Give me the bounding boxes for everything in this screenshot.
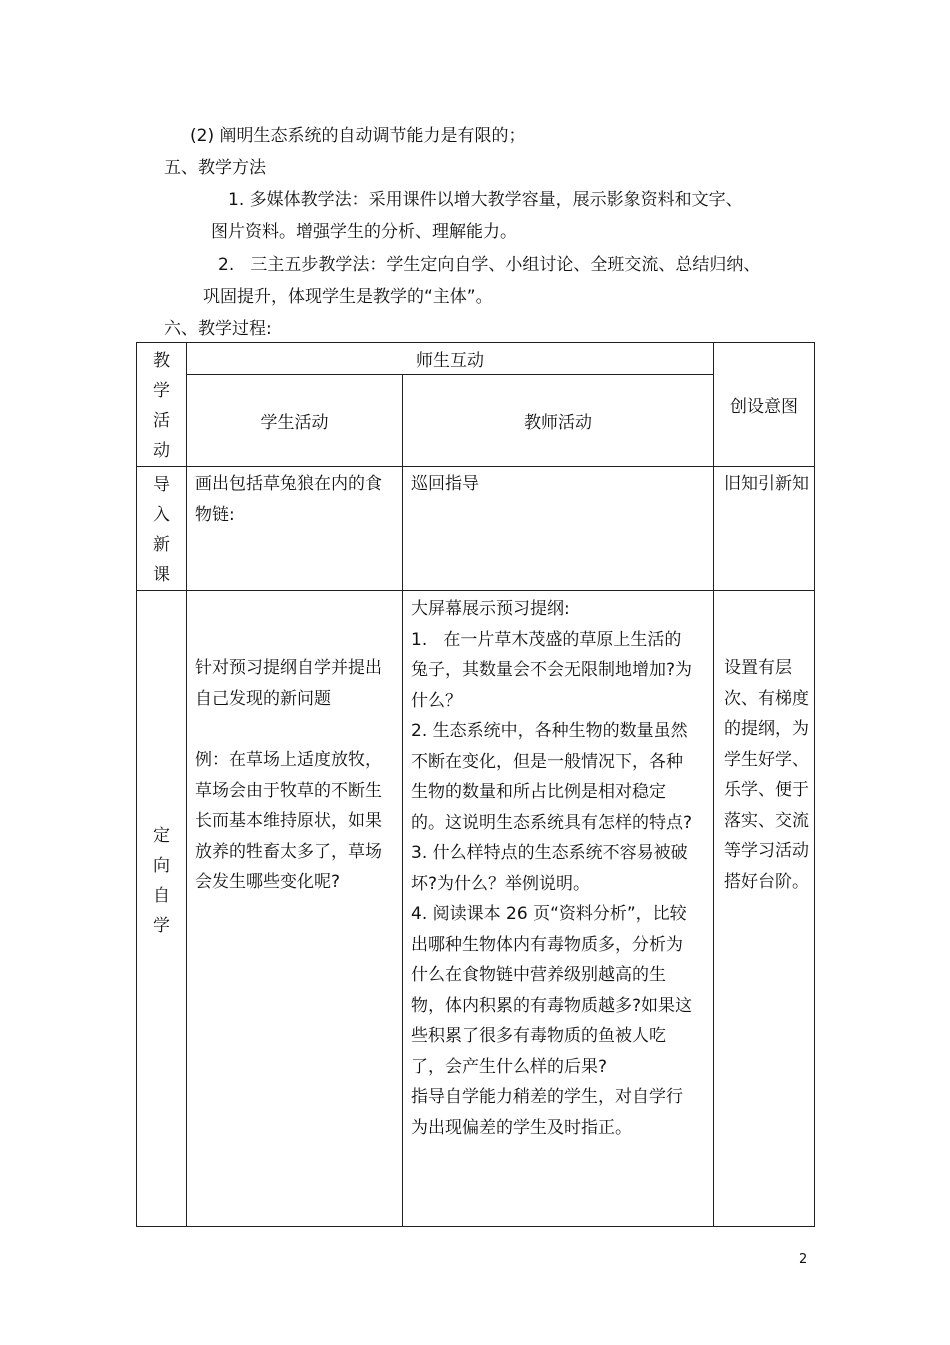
method-2-line-1: 2. 三主五步教学法：学生定向自学、小组讨论、全班交流、总结归纳、 bbox=[218, 255, 761, 275]
row-intro-activity: 导入新课 bbox=[137, 467, 187, 591]
page-number: 2 bbox=[799, 1252, 808, 1267]
header-student-activity: 学生活动 bbox=[187, 374, 403, 467]
teaching-process-table bbox=[136, 342, 815, 1227]
method-1-line-1: 1. 多媒体教学法：采用课件以增大教学容量，展示影象资料和文字、 bbox=[228, 190, 743, 210]
header-interaction: 师生互动 bbox=[187, 343, 714, 375]
row-intro-teacher: 巡回指导 bbox=[403, 467, 714, 591]
row-self-study-activity: 定向自学 bbox=[137, 591, 187, 1227]
row-intro-intent: 旧知引新知 bbox=[714, 467, 815, 591]
row-self-study-student: 针对预习提纲自学并提出自己发现的新问题 例：在草场上适度放牧，草场会由于牧草的不断生长而基本维持原状，如果放养的牲畜太多了，草场会发生哪些变化呢? bbox=[187, 591, 403, 1227]
method-1-line-2: 图片资料。增强学生的分析、理解能力。 bbox=[211, 222, 517, 242]
section-6-title: 六、教学过程: bbox=[164, 319, 272, 339]
row-self-study-intent: 设置有层次、有梯度的提纲，为学生好学、乐学、便于落实、交流等学习活动搭好台阶。 bbox=[714, 591, 815, 1227]
section-5-title: 五、教学方法 bbox=[164, 158, 266, 178]
row-intro-student: 画出包括草兔狼在内的食物链: bbox=[187, 467, 403, 591]
header-teaching-activity: 教学活动 bbox=[137, 343, 187, 467]
goal-2-line: (2) 阐明生态系统的自动调节能力是有限的； bbox=[190, 126, 526, 146]
row-self-study-teacher: 大屏幕展示预习提纲: 1. 在一片草木茂盛的草原上生活的兔子，其数量会不会无限制地增加?为什么？ 2. 生态系统中，各种生物的数量虽然不断在变化，但是一般情况下，各种生物的数量和所占比例是相对稳定的。这说明生态系统具有怎样的特点? 3. 什么样特点的生态系统不容易被破坏?为什么？举例说明。 4. 阅读课本 26 页“资料分析”，比较出哪种生物体内有毒物质多，分析为什么在食物链中营养级别越高的生物，体内积累的有毒物质越多?如果这些积累了很多有毒物质的鱼被人吃了，会产生什么样的后果? 指导自学能力稍差的学生，对自学行为出现偏差的学生及时指正。 bbox=[403, 591, 714, 1227]
method-2-line-2: 巩固提升，体现学生是教学的“主体”。 bbox=[203, 287, 493, 307]
header-design-intent: 创设意图 bbox=[714, 343, 815, 467]
header-teacher-activity: 教师活动 bbox=[403, 374, 714, 467]
